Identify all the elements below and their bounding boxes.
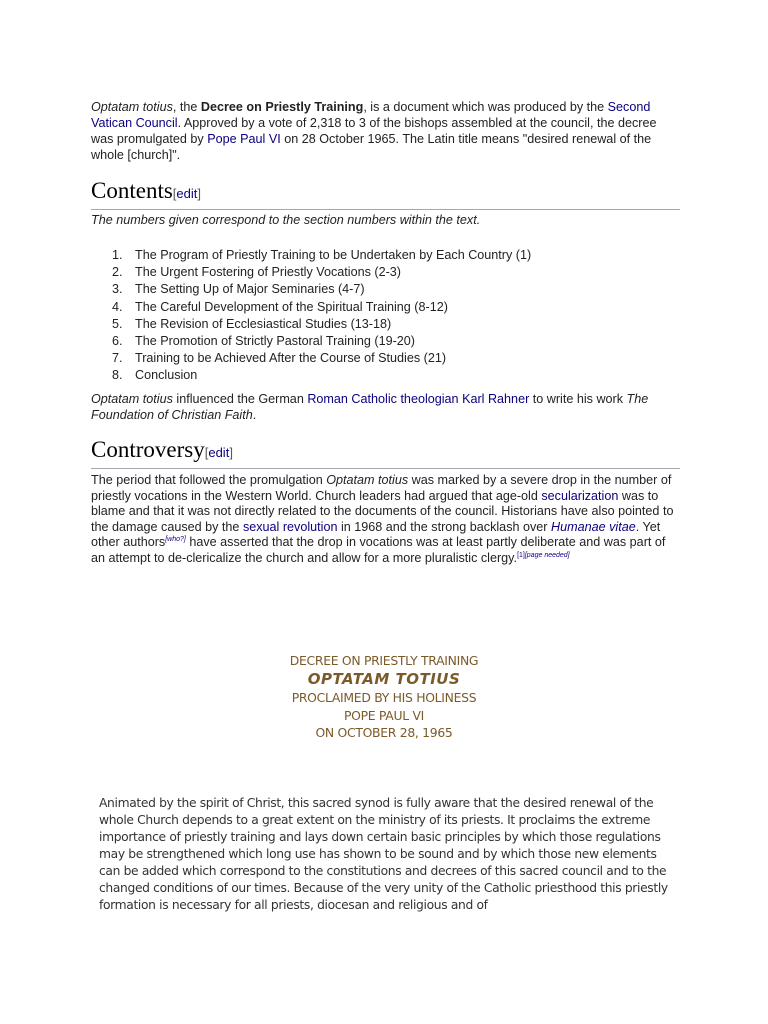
edit-bracket-open: [ xyxy=(204,445,209,460)
link-sexual-revolution[interactable]: sexual revolution xyxy=(242,519,338,534)
list-item xyxy=(112,333,531,350)
list-item-number: 1. xyxy=(112,248,123,262)
decree-line-3: POPE PAUL VI xyxy=(343,707,425,723)
controversy-text-5: . Yet other authors xyxy=(91,519,661,550)
list-item-number: 8. xyxy=(112,368,123,383)
link-humanae-vitae[interactable]: Humanae vitae xyxy=(551,519,636,534)
controversy-text-6: have asserted that the drop in vocations was at least partly deliberate and was part of an attempt to de-clericalize the church and allow for a more pluralistic clergy. xyxy=(91,535,666,565)
list-item-number: 2. xyxy=(112,265,123,280)
link-roman-catholic[interactable]: Roman Catholic xyxy=(307,392,397,406)
controversy-heading xyxy=(91,436,680,469)
influence-text-2: to write his work xyxy=(529,392,627,406)
contents-edit-section xyxy=(173,186,201,201)
link-karl-rahner[interactable]: Karl Rahner xyxy=(462,392,530,406)
link-second-vatican-council[interactable]: Second Vatican Council xyxy=(91,100,651,130)
edit-bracket-open: [ xyxy=(172,186,177,201)
list-item-number: 7. xyxy=(112,351,123,366)
controversy-edit-link[interactable]: edit xyxy=(208,445,230,460)
influence-paragraph xyxy=(91,391,681,423)
list-item-label: Training to be Achieved After the Course of Studies (21) xyxy=(135,351,447,366)
list-item-number: 3. xyxy=(112,282,123,297)
controversy-text-3: was to blame and that it was not directly related to the documents of the council. Historians have also pointed to the damage caused by the xyxy=(91,488,674,534)
controversy-title: Optatam totius xyxy=(326,473,409,487)
intro-text-2: , is a document which was produced by the xyxy=(363,100,608,114)
decree-body-text: Animated by the spirit of Christ, this sacred synod is fully aware that the desired renewal of the whole Church depends to a great extent on the ministry of its priests. It proclaims the extreme importance of priestly training and lays down certain basic principles by which those regulations may be strengthened which long use has shown to be sound and by which those new elements can be added which correspond to the constitutions and decrees of this sacred council and to the changed conditions of our times. Because of the very unity of the Catholic priesthood this priestly formation is necessary for all priests, diocesan and religious and of xyxy=(99,796,668,912)
list-item xyxy=(112,350,531,367)
intro-text-1: , the xyxy=(172,100,201,114)
citation-1[interactable]: [1] xyxy=(517,551,525,559)
decree-title: OPTATAM TOTIUS xyxy=(307,670,461,689)
list-item xyxy=(112,367,531,384)
list-item-number: 4. xyxy=(112,299,123,314)
citation-who-needed[interactable]: [who?] xyxy=(165,536,186,544)
controversy-heading-text: Controversy xyxy=(91,437,205,462)
controversy-text-2: was marked by a severe drop in the number of priestly vocations in the Western World. Church leaders had argued that age-old xyxy=(91,473,672,503)
contents-heading xyxy=(91,177,680,210)
intro-text-3: . Approved by a vote of 2,318 to 3 of the bishops assembled at the council, the decree was promulgated by xyxy=(91,116,657,146)
contents-heading-text: Contents xyxy=(91,178,173,203)
intro-title: Optatam totius xyxy=(91,100,173,114)
contents-list xyxy=(112,247,531,385)
influence-work-title: The Foundation of Christian Faith xyxy=(91,392,649,422)
list-item-label: The Promotion of Strictly Pastoral Training (19-20) xyxy=(135,334,415,349)
list-item xyxy=(112,247,531,264)
list-item-label: The Setting Up of Major Seminaries (4-7) xyxy=(135,282,365,297)
list-item-number: 5. xyxy=(112,316,123,331)
list-item xyxy=(112,299,531,316)
influence-text-1: influenced the German xyxy=(172,392,308,406)
link-pope-paul-vi[interactable]: Pope Paul VI xyxy=(207,132,281,146)
controversy-text-4: in 1968 and the strong backlash over xyxy=(337,519,551,534)
influence-text-3: . xyxy=(252,408,257,422)
controversy-edit-section xyxy=(205,445,233,460)
list-item-label: The Careful Development of the Spiritual Training (8-12) xyxy=(135,299,448,314)
intro-text-4: on 28 October 1965. The Latin title means "desired renewal of the whole [church]". xyxy=(91,132,652,162)
list-item-label: The Urgent Fostering of Priestly Vocations (2-3) xyxy=(135,265,401,280)
contents-note: The numbers given correspond to the section numbers within the text. xyxy=(91,213,481,227)
decree-line-2: PROCLAIMED BY HIS HOLINESS xyxy=(291,690,477,706)
influence-title: Optatam totius xyxy=(91,392,173,406)
decree-line-4: ON OCTOBER 28, 1965 xyxy=(315,725,453,741)
controversy-paragraph xyxy=(91,473,681,567)
list-item-number: 6. xyxy=(112,334,123,349)
intro-paragraph xyxy=(91,99,681,163)
list-item-label: The Program of Priestly Training to be Undertaken by Each Country (1) xyxy=(135,248,532,262)
citation-page-needed[interactable]: [page needed] xyxy=(524,551,570,559)
link-secularization[interactable]: secularization xyxy=(541,488,619,503)
list-item xyxy=(112,316,531,333)
contents-edit-link[interactable]: edit xyxy=(176,186,198,201)
decree-title-block xyxy=(0,652,768,742)
edit-bracket-close: ] xyxy=(197,186,201,201)
list-item-label: The Revision of Ecclesiastical Studies (13-18) xyxy=(135,316,392,331)
decree-line-1: DECREE ON PRIESTLY TRAINING xyxy=(289,653,479,668)
edit-bracket-close: ] xyxy=(229,445,233,460)
controversy-text-1: The period that followed the promulgation xyxy=(91,473,327,487)
list-item xyxy=(112,264,531,281)
list-item-label: Conclusion xyxy=(135,368,198,383)
list-item xyxy=(112,281,531,298)
intro-decree-name: Decree on Priestly Training xyxy=(200,100,364,114)
link-theologian[interactable]: theologian xyxy=(400,392,459,406)
